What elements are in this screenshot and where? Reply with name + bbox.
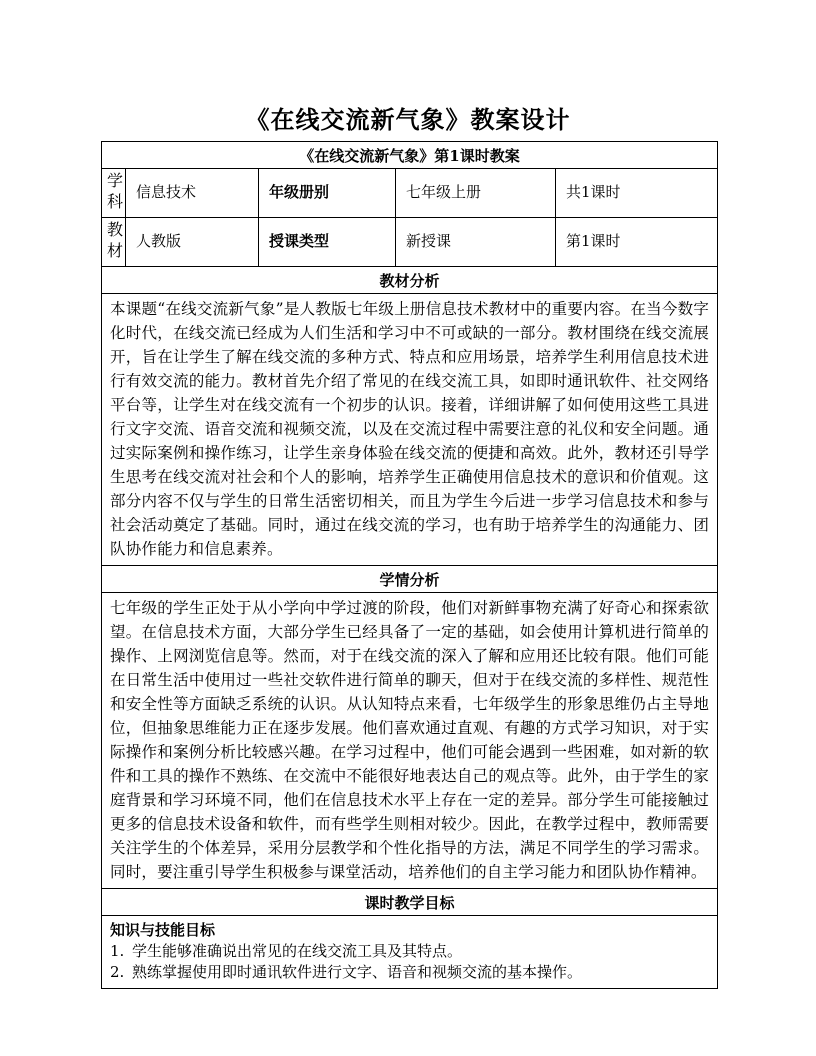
list-item-number: 1. — [110, 942, 125, 960]
section-body-row — [102, 294, 718, 566]
student-analysis-text: 七年级的学生正处于从小学向中学过渡的阶段，他们对新鲜事物充满了好奇心和探索欲望。在信息技术方面，大部分学生已经具备了一定的基础，如会使用计算机进行简单的操作、上网浏览信息等。然而，对于在线交流的深入了解和应用还比较有限。他们可能在日常生活中使用过一些社交软件进行简单的聊天，但对于在线交流的多样性、规范性和安全性等方面缺乏系统的认识。从认知特点来看，七年级学生的形象思维仍占主导地位，但抽象思维能力正在逐步发展。他们喜欢通过直观、有趣的方式学习知识，对于实际操作和案例分析比较感兴趣。在学习过程中，他们可能会遇到一些困难，如对新的软件和工具的操作不熟练、在交流中不能很好地表达自己的观点等。此外，由于学生的家庭背景和学习环境不同，他们在信息技术水平上存在一定的差异。部分学生可能接触过更多的信息技术设备和软件，而有些学生则相对较少。因此，在教学过程中，教师需要关注学生的个体差异，采用分层教学和个性化指导的方法，满足不同学生的学习需求。同时，要注重引导学生积极参与课堂活动，培养他们的自主学习能力和团队协作精神。 — [110, 599, 710, 881]
student-analysis-cell — [102, 593, 718, 889]
section-body-row — [102, 593, 718, 889]
objectives-cell — [102, 916, 718, 989]
lesson-plan-table — [101, 141, 718, 989]
table-header-row — [102, 142, 718, 169]
list-item-number: 2. — [110, 963, 125, 981]
total-periods: 共1课时 — [556, 169, 718, 218]
info-row-subject — [102, 169, 718, 218]
section-heading-row — [102, 267, 718, 294]
grade-value: 七年级上册 — [396, 169, 556, 218]
document-title: 《在线交流新气象》教案设计 — [245, 105, 571, 134]
lesson-type-label: 授课类型 — [259, 218, 396, 267]
objectives-body-row — [102, 916, 718, 989]
subject-value: 信息技术 — [126, 169, 259, 218]
section-heading-row — [102, 889, 718, 916]
student-analysis-heading: 学情分析 — [102, 566, 718, 593]
textbook-analysis-heading: 教材分析 — [102, 267, 718, 294]
subject-label-cell — [102, 169, 126, 218]
textbook-analysis-cell — [102, 294, 718, 566]
section-heading-row — [102, 566, 718, 593]
list-item — [110, 962, 709, 983]
objectives-heading: 课时教学目标 — [102, 889, 718, 916]
list-item — [110, 941, 709, 962]
objectives-content — [102, 916, 717, 988]
lesson-type-value: 新授课 — [396, 218, 556, 267]
grade-label: 年级册别 — [259, 169, 396, 218]
textbook-label: 教材 — [107, 220, 124, 260]
subject-label: 学科 — [107, 171, 124, 211]
knowledge-skills-subtitle: 知识与技能目标 — [110, 921, 216, 939]
textbook-label-cell — [102, 218, 126, 267]
list-item-text: 学生能够准确说出常见的在线交流工具及其特点。 — [132, 942, 463, 960]
list-item-text: 熟练掌握使用即时通讯软件进行文字、语音和视频交流的基本操作。 — [132, 963, 583, 981]
lesson-header: 《在线交流新气象》第1课时教案 — [102, 142, 718, 169]
textbook-value: 人教版 — [126, 218, 259, 267]
textbook-analysis-text: 本课题“在线交流新气象”是人教版七年级上册信息技术教材中的重要内容。在当今数字化时代，在线交流已经成为人们生活和学习中不可或缺的一部分。教材围绕在线交流展开，旨在让学生了解在线交流的多种方式、特点和应用场景，培养学生利用信息技术进行有效交流的能力。教材首先介绍了常见的在线交流工具，如即时通讯软件、社交网络平台等，让学生对在线交流有一个初步的认识。接着，详细讲解了如何使用这些工具进行文字交流、语音交流和视频交流，以及在交流过程中需要注意的礼仪和安全问题。通过实际案例和操作练习，让学生亲身体验在线交流的便捷和高效。此外，教材还引导学生思考在线交流对社会和个人的影响，培养学生正确使用信息技术的意识和价值观。这部分内容不仅与学生的日常生活密切相关，而且为学生今后进一步学习信息技术和参与社会活动奠定了基础。同时，通过在线交流的学习，也有助于培养学生的沟通能力、团队协作能力和信息素养。 — [110, 300, 710, 558]
info-row-textbook — [102, 218, 718, 267]
current-period: 第1课时 — [556, 218, 718, 267]
